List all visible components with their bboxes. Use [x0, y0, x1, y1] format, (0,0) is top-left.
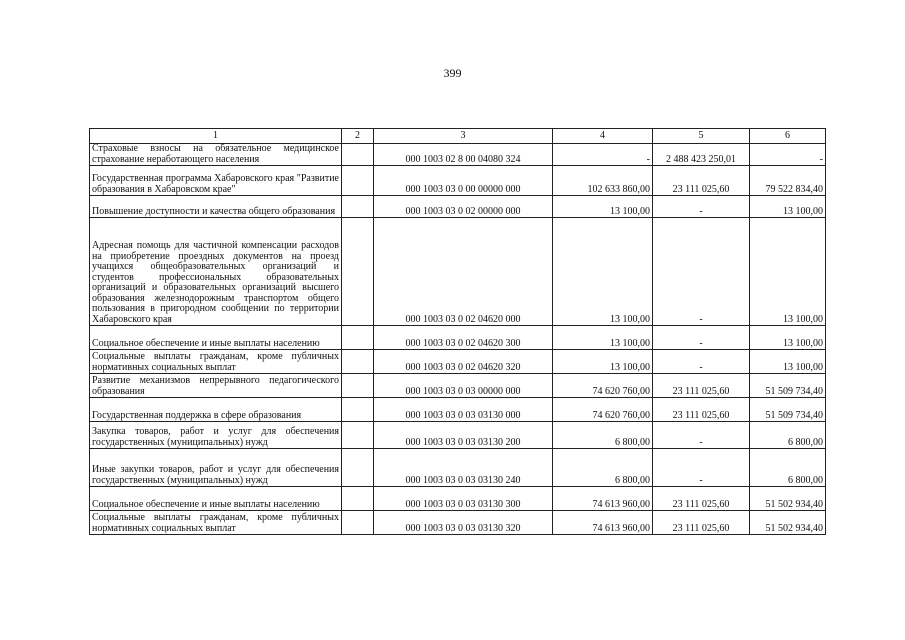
- row-empty-cell: [342, 511, 374, 535]
- row-amount-6-cell: 6 800,00: [750, 422, 826, 449]
- header-row: [90, 129, 826, 144]
- row-amount-5-cell: 23 111 025,60: [653, 166, 750, 196]
- row-empty-cell: [342, 196, 374, 218]
- table-row: [90, 422, 826, 449]
- row-code-cell: 000 1003 03 0 03 03130 240: [374, 449, 553, 487]
- row-empty-cell: [342, 449, 374, 487]
- row-code-cell: 000 1003 03 0 02 04620 300: [374, 326, 553, 350]
- row-amount-6-cell: 13 100,00: [750, 196, 826, 218]
- row-amount-6-cell: 13 100,00: [750, 350, 826, 374]
- row-code-cell: 000 1003 03 0 03 03130 000: [374, 398, 553, 422]
- table-header: [90, 129, 826, 144]
- column-header-amount-5: 5: [653, 129, 750, 144]
- row-code-cell: 000 1003 03 0 02 04620 320: [374, 350, 553, 374]
- row-name-cell: Государственная программа Хабаровского края "Развитие образования в Хабаровском крае": [90, 166, 342, 196]
- row-name-cell: Государственная поддержка в сфере образования: [90, 398, 342, 422]
- row-code-cell: 000 1003 03 0 02 04620 000: [374, 218, 553, 326]
- row-amount-6-cell: 13 100,00: [750, 326, 826, 350]
- table-row: [90, 350, 826, 374]
- row-amount-5-cell: -: [653, 196, 750, 218]
- row-empty-cell: [342, 422, 374, 449]
- row-code-cell: 000 1003 03 0 02 00000 000: [374, 196, 553, 218]
- row-name-cell: Социальные выплаты гражданам, кроме публичных нормативных социальных выплат: [90, 511, 342, 535]
- row-name-cell: Повышение доступности и качества общего образования: [90, 196, 342, 218]
- row-amount-5-cell: -: [653, 422, 750, 449]
- row-amount-5-cell: 23 111 025,60: [653, 398, 750, 422]
- table-row: [90, 144, 826, 166]
- budget-table: [89, 128, 826, 535]
- table-body: [90, 144, 826, 535]
- row-code-cell: 000 1003 03 0 03 03130 300: [374, 487, 553, 511]
- row-name-cell: Закупка товаров, работ и услуг для обеспечения государственных (муниципальных) нужд: [90, 422, 342, 449]
- row-empty-cell: [342, 487, 374, 511]
- row-code-cell: 000 1003 03 0 03 03130 200: [374, 422, 553, 449]
- row-amount-4-cell: -: [553, 144, 653, 166]
- row-empty-cell: [342, 374, 374, 398]
- row-amount-4-cell: 74 613 960,00: [553, 487, 653, 511]
- row-amount-4-cell: 13 100,00: [553, 196, 653, 218]
- table-row: [90, 218, 826, 326]
- row-name-cell: Адресная помощь для частичной компенсации расходов на приобретение проездных документов на проезд учащихся общеобразовательных организаций и студентов профессиональных образовательных организаций и образовательных организаций высшего образования железнодорожным транспортом общего пользования в пригородном сообщении по территории Хабаровского края: [90, 218, 342, 326]
- row-amount-6-cell: -: [750, 144, 826, 166]
- row-amount-6-cell: 13 100,00: [750, 218, 826, 326]
- row-amount-4-cell: 13 100,00: [553, 218, 653, 326]
- row-amount-6-cell: 51 502 934,40: [750, 487, 826, 511]
- row-amount-5-cell: 23 111 025,60: [653, 487, 750, 511]
- row-empty-cell: [342, 398, 374, 422]
- table-row: [90, 487, 826, 511]
- row-amount-4-cell: 13 100,00: [553, 326, 653, 350]
- table-row: [90, 326, 826, 350]
- column-header-code: 3: [374, 129, 553, 144]
- row-amount-6-cell: 51 509 734,40: [750, 398, 826, 422]
- table-row: [90, 196, 826, 218]
- row-amount-5-cell: -: [653, 326, 750, 350]
- row-amount-5-cell: 23 111 025,60: [653, 374, 750, 398]
- row-amount-6-cell: 6 800,00: [750, 449, 826, 487]
- row-code-cell: 000 1003 02 8 00 04080 324: [374, 144, 553, 166]
- row-name-cell: Социальное обеспечение и иные выплаты населению: [90, 487, 342, 511]
- row-amount-4-cell: 13 100,00: [553, 350, 653, 374]
- row-amount-5-cell: -: [653, 449, 750, 487]
- row-name-cell: Социальные выплаты гражданам, кроме публичных нормативных социальных выплат: [90, 350, 342, 374]
- row-empty-cell: [342, 166, 374, 196]
- column-header-name: 1: [90, 129, 342, 144]
- row-amount-4-cell: 6 800,00: [553, 449, 653, 487]
- row-name-cell: Развитие механизмов непрерывного педагогического образования: [90, 374, 342, 398]
- page-number: 399: [443, 66, 462, 80]
- row-empty-cell: [342, 218, 374, 326]
- row-amount-5-cell: -: [653, 350, 750, 374]
- row-code-cell: 000 1003 03 0 03 03130 320: [374, 511, 553, 535]
- row-name-cell: Социальное обеспечение и иные выплаты населению: [90, 326, 342, 350]
- row-empty-cell: [342, 350, 374, 374]
- row-empty-cell: [342, 326, 374, 350]
- table-row: [90, 511, 826, 535]
- column-header-2: 2: [342, 129, 374, 144]
- row-amount-4-cell: 74 620 760,00: [553, 374, 653, 398]
- row-name-cell: Страховые взносы на обязательное медицинское страхование неработающего населения: [90, 144, 342, 166]
- row-amount-6-cell: 79 522 834,40: [750, 166, 826, 196]
- row-amount-4-cell: 74 613 960,00: [553, 511, 653, 535]
- row-amount-5-cell: -: [653, 218, 750, 326]
- column-header-amount-4: 4: [553, 129, 653, 144]
- row-name-cell: Иные закупки товаров, работ и услуг для обеспечения государственных (муниципальных) нужд: [90, 449, 342, 487]
- column-header-amount-6: 6: [750, 129, 826, 144]
- row-amount-4-cell: 6 800,00: [553, 422, 653, 449]
- table-row: [90, 398, 826, 422]
- row-amount-4-cell: 74 620 760,00: [553, 398, 653, 422]
- row-empty-cell: [342, 144, 374, 166]
- row-amount-4-cell: 102 633 860,00: [553, 166, 653, 196]
- row-code-cell: 000 1003 03 0 03 00000 000: [374, 374, 553, 398]
- row-amount-6-cell: 51 509 734,40: [750, 374, 826, 398]
- table-row: [90, 374, 826, 398]
- table-row: [90, 449, 826, 487]
- row-amount-5-cell: 23 111 025,60: [653, 511, 750, 535]
- row-amount-6-cell: 51 502 934,40: [750, 511, 826, 535]
- table-row: [90, 166, 826, 196]
- row-code-cell: 000 1003 03 0 00 00000 000: [374, 166, 553, 196]
- row-amount-5-cell: 2 488 423 250,01: [653, 144, 750, 166]
